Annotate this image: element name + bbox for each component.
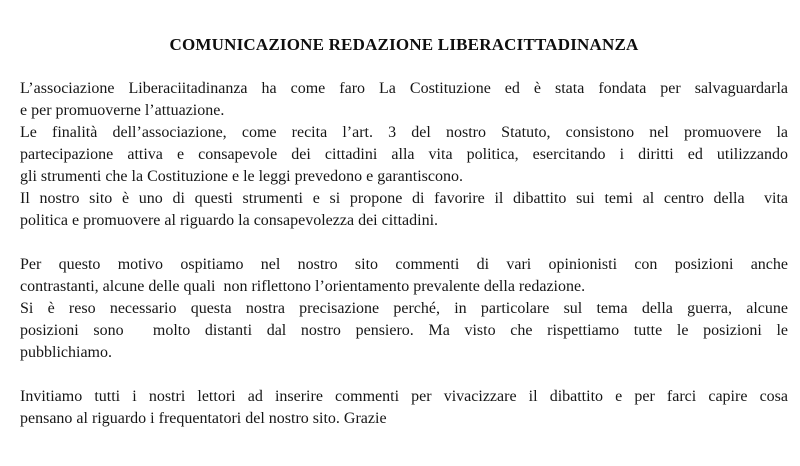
document-title: COMUNICAZIONE REDAZIONE LIBERACITTADINANZA <box>169 35 639 54</box>
body-line-10: Si è reso necessario questa nostra precisazione perché, in particolare sul tema della guerra, alcune <box>20 300 788 317</box>
body-line-1: L’associazione Liberaciitadinanza ha come faro La Costituzione ed è stata fondata per salvaguardarla <box>20 80 788 97</box>
body-line-14: pensano al riguardo i frequentatori del nostro sito. Grazie <box>20 410 387 427</box>
body-line-12: pubblichiamo. <box>20 344 112 361</box>
body-line-13: Invitiamo tutti i nostri lettori ad inserire commenti per vivacizzare il dibattito e per farci capire cosa <box>20 388 788 405</box>
body-line-7: politica e promuovere al riguardo la consapevolezza dei cittadini. <box>20 212 439 229</box>
body-line-11: posizioni sono molto distanti dal nostro pensiero. Ma visto che rispettiamo tutte le posizioni le <box>20 322 788 339</box>
body-line-9: contrastanti, alcune delle quali non riflettono l’orientamento prevalente della redazione. <box>20 278 586 295</box>
body-line-6: Il nostro sito è uno di questi strumenti e si propone di favorire il dibattito sui temi al centro della vita <box>20 190 788 207</box>
body-line-4: partecipazione attiva e consapevole dei cittadini alla vita politica, esercitando i diritti ed utilizzando <box>20 146 788 163</box>
blank-line-2 <box>20 364 788 386</box>
body-line-5: gli strumenti che la Costituzione e le leggi prevedono e garantiscono. <box>20 168 463 185</box>
body-line-2: e per promuoverne l’attuazione. <box>20 102 225 119</box>
body-line-3: Le finalità dell’associazione, come recita l’art. 3 del nostro Statuto, consistono nel promuovere la <box>20 124 788 141</box>
body-line-8: Per questo motivo ospitiamo nel nostro sito commenti di vari opinionisti con posizioni anche <box>20 256 788 273</box>
blank-line-1 <box>20 232 788 254</box>
